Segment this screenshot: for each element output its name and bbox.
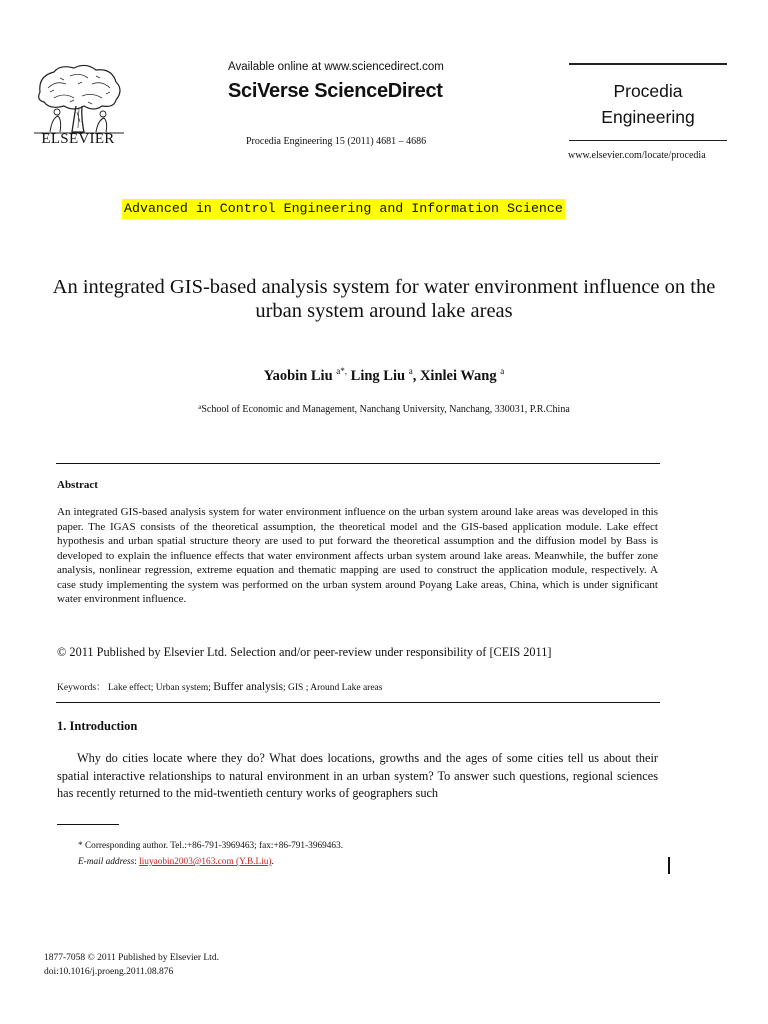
issn-line: 1877-7058 © 2011 Published by Elsevier Ltd. [44, 953, 219, 963]
journal-url[interactable]: www.elsevier.com/locate/procedia [568, 150, 706, 161]
keywords-part: Buffer analysis [213, 681, 284, 693]
abstract-top-rule [56, 463, 660, 464]
email-label: E-mail address [78, 857, 135, 867]
affiliation-mark: a [198, 403, 202, 411]
author-name: Yaobin Liu [263, 368, 333, 384]
journal-name [569, 78, 727, 130]
publisher-logo-text: ELSEVIER [41, 131, 115, 147]
abstract-bottom-rule [56, 702, 660, 703]
section-heading: 1. Introduction [57, 719, 138, 733]
journal-box-top-rule [569, 63, 727, 65]
author-affiliation-mark: a*, [336, 366, 348, 376]
email-end: . [271, 857, 274, 867]
journal-name-line2: Engineering [601, 107, 695, 127]
author-affiliation-mark: a [500, 366, 505, 376]
affiliation-text: School of Economic and Management, Nanchang University, Nanchang, 330031, P.R.China [201, 404, 570, 415]
keywords-label: Keywords： [57, 683, 106, 693]
footnote-rule [57, 824, 119, 825]
author-name: Xinlei Wang [419, 368, 497, 384]
author-affiliation-mark: a [408, 366, 413, 376]
journal-box-bottom-rule [569, 140, 727, 141]
keywords [57, 679, 382, 693]
keywords-part: Lake effect; Urban system; [107, 683, 214, 693]
abstract-heading: Abstract [57, 479, 98, 491]
abstract-body: An integrated GIS-based analysis system for water environment influence on the urban system around lake areas was developed in this paper. The IGAS consists of the theoretical assumption, the theoretical model and the GIS-based application module. Lake effect hypothesis and urban spatial structure theory are used to put forward the theoretical assumption and the diffusion model by Bass is developed to explain the influence effects that water environment affects urban system around lake areas. Meanwhile, the buffer zone analysis, nonlinear regression, extreme equation and thematic mapping are used to construct the application module, respectively. A case study implementing the system was performed on the urban system around Poyang Lake areas, China, which is under significant water environment influence. [57, 506, 658, 605]
email-note [78, 857, 274, 867]
author-name: Ling Liu [350, 368, 406, 384]
section-body [57, 750, 658, 803]
copyright-notice: © 2011 Published by Elsevier Ltd. Selection and/or peer-review under responsibility of [CEIS 2011] [57, 645, 552, 659]
journal-citation: Procedia Engineering 15 (2011) 4681 – 4686 [246, 136, 427, 147]
author-separator: , [412, 368, 420, 384]
tree-icon [30, 62, 128, 134]
introduction-text: Why do cities locate where they do? What does locations, growths and the ages of some cities tell us about their spatial interactive relationships to natural environment in an urban system? To answer such questions, regional sciences has recently returned to the mid-twentieth century works of geographers such [57, 751, 658, 800]
affiliation [0, 403, 768, 415]
paper-title: An integrated GIS-based analysis system for water environment influence on the urban system around lake areas [52, 276, 716, 322]
email-link[interactable]: liuyaobin2003@163.com (Y.B.Liu) [139, 857, 272, 867]
doi-line[interactable]: doi:10.1016/j.proeng.2011.08.876 [44, 967, 174, 977]
author-list [0, 366, 768, 385]
corresponding-author-note: * Corresponding author. Tel.:+86-791-3969463; fax:+86-791-3969463. [78, 841, 344, 851]
journal-name-line1: Procedia [613, 81, 683, 101]
conference-banner: Advanced in Control Engineering and Information Science [122, 199, 565, 219]
available-online-text[interactable]: Available online at www.sciencedirect.com [228, 61, 444, 73]
keywords-part: ; GIS ; Around Lake areas [283, 683, 383, 693]
margin-bar [668, 857, 670, 874]
platform-name: SciVerse ScienceDirect [228, 80, 443, 102]
email-colon: : [134, 857, 140, 867]
